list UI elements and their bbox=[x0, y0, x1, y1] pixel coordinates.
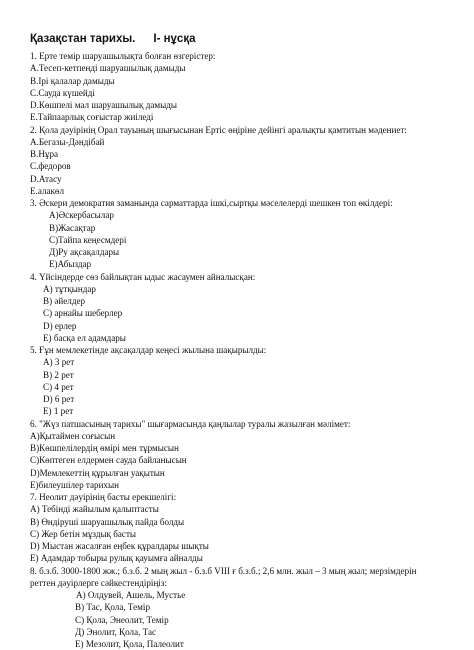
q8-option-a: А) Олдувей, Ашель, Мустье bbox=[76, 590, 186, 600]
q2-option-d: D.Атасу bbox=[30, 173, 62, 184]
title-variant: І- нұсқа bbox=[153, 33, 196, 45]
q8-option-d: Д) Энолит, Қола, Тас bbox=[75, 626, 157, 637]
q4-option-a: А) тұтқындар bbox=[43, 283, 96, 294]
q5-option-c: С) 4 рет bbox=[43, 381, 74, 392]
q7-option-e: Е) Адамдар тобыры рулық қауымға айналды bbox=[30, 553, 203, 564]
q3-option-d: Д)Ру ақсақалдары bbox=[49, 247, 120, 257]
document-title bbox=[30, 33, 195, 45]
question-6: 6. "Жүз патшасының тарихы" шығармасында қаңлылар туралы жазылған мәлімет: bbox=[30, 418, 351, 429]
q3-option-b: В)Жасақтар bbox=[49, 222, 96, 233]
q3-option-c: С)Тайпа кеңесмдері bbox=[49, 234, 127, 245]
q7-option-d: D) Мыстан жасалған еңбек құралдары шықты bbox=[30, 541, 209, 551]
q5-option-d: D) 6 рет bbox=[43, 394, 75, 404]
q7-option-a: А) Тебінді жайылым қалыптасты bbox=[30, 504, 159, 515]
q5-option-e: Е) 1 рет bbox=[43, 406, 74, 417]
question-list bbox=[30, 50, 450, 650]
q1-option-b: В.Ірі қалалар дамыды bbox=[30, 75, 115, 86]
q4-option-d: D) ерлер bbox=[43, 320, 77, 331]
q6-option-d: D)Мемлекеттің құрылған уақытын bbox=[30, 467, 165, 478]
q6-option-c: С)Көптеген елдермен сауда байланысын bbox=[30, 455, 187, 466]
q2-option-e: Е.алакөл bbox=[30, 185, 65, 196]
q3-option-e: Е)Абыздар bbox=[49, 259, 92, 270]
q2-option-b: В.Нұра bbox=[30, 149, 59, 159]
question-1: 1. Ерте темір шаруашылықта болған өзгерістер: bbox=[30, 51, 216, 61]
q6-option-b: В)Көшпелілердің өмірі мен тұрмысын bbox=[30, 443, 179, 453]
question-2: 2. Қола дәуірінің Орал тауының шығысынан Ертіс өңіріне дейінгі аралықты қамтитын мәдениет: bbox=[30, 124, 407, 135]
q5-option-b: В) 2 рет bbox=[43, 369, 74, 380]
q6-option-e: Е)билеушілер тарихын bbox=[30, 479, 119, 490]
question-8-continued: реттен дәуірлерге сәйкестендіріңіз: bbox=[30, 577, 167, 588]
q2-option-a: А.Бегазы-Дәндібай bbox=[30, 136, 105, 147]
q1-option-a: А.Тесеп-кетпенді шаруашылық дамыды bbox=[30, 63, 186, 74]
q1-option-c: С.Сауда күшейді bbox=[30, 87, 95, 98]
q2-option-c: С.федоров bbox=[30, 161, 71, 172]
q7-option-b: В) Өндіруші шаруашылық пайда болды bbox=[30, 516, 185, 527]
q4-option-c: С) арнайы шеберлер bbox=[43, 308, 123, 319]
q8-option-b: В) Тас, Қола, Темір bbox=[75, 602, 151, 613]
q1-option-d: D.Көшпелі мал шаруашылық дамыды bbox=[30, 100, 177, 110]
q5-option-a: А) 3 рет bbox=[43, 357, 75, 368]
q1-option-e: Е.Тайпаарлық соғыстар жиіледі bbox=[30, 112, 154, 123]
question-7: 7. Неолит дәуірінің басты ерекшелігі: bbox=[30, 492, 177, 502]
question-3: 3. Әскери демократия заманында сарматтарда ішкі,сыртқы мәселелерді шешкен топ өкілдері: bbox=[30, 198, 393, 208]
q4-option-b: В) әйелдер bbox=[43, 296, 86, 306]
q8-option-c: С) Қола, Энеолит, Темір bbox=[75, 614, 169, 625]
q7-option-c: С) Жер бетін мұздық басты bbox=[30, 528, 137, 539]
q3-option-a: А)Әскербасылар bbox=[49, 210, 114, 221]
q8-option-e: Е) Мезолит, Қола, Палеолит bbox=[75, 639, 184, 649]
q6-option-a: А)Қытаймен соғысын bbox=[30, 430, 116, 441]
question-5: 5. Ғұн мемлекетінде ақсақалдар кеңесі жылына шақырылды: bbox=[30, 345, 267, 355]
title-subject: Қазақстан тарихы. bbox=[30, 33, 136, 45]
question-8: 8. б.з.б. 3000-1800 жж.; б.з.б. 2 мың жыл - б.з.б VIII ғ б.з.б.; 2,6 млн. жыл – 3 мың жыл; мерзімдерін bbox=[30, 565, 417, 576]
question-4: 4. Үйсіндерде сөз байлықтан ыдыс жасаумен айналысқан: bbox=[30, 271, 256, 282]
q4-option-e: Е) басқа ел адамдары bbox=[43, 332, 126, 343]
